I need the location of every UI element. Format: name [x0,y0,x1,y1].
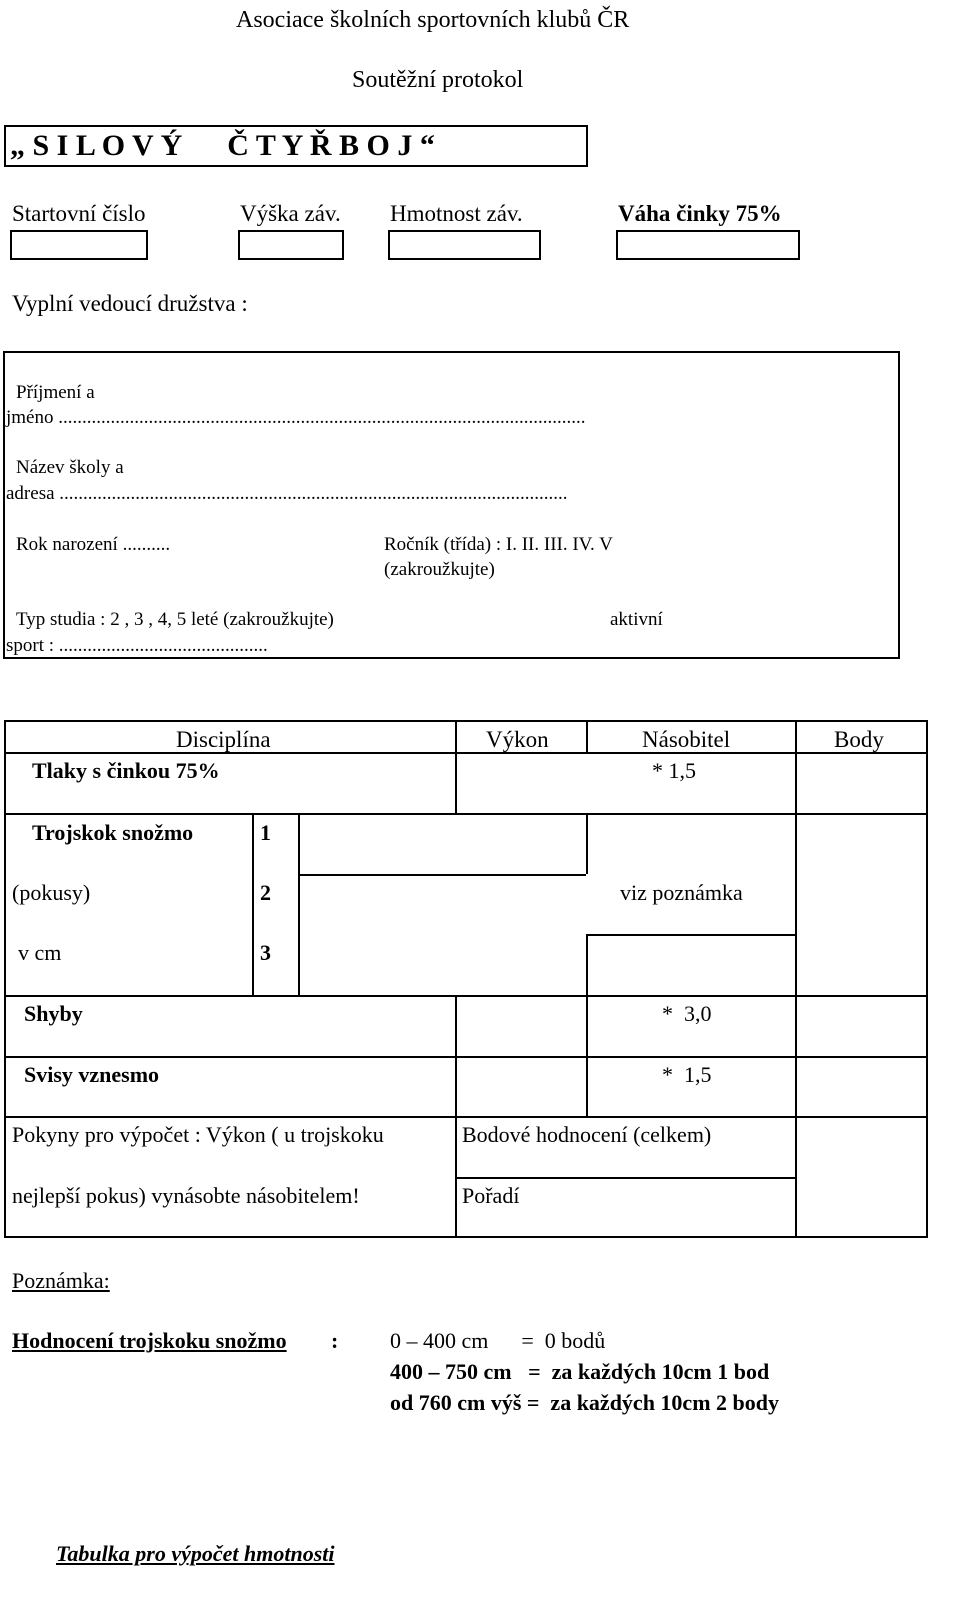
instructions-line1: Pokyny pro výpočet : Výkon ( u trojskoku [12,1122,384,1147]
header-discipline: Disciplína [176,727,271,752]
header-points: Body [834,727,884,752]
start-number-label: Startovní číslo [12,201,146,226]
pullups-label: Shyby [24,1001,83,1026]
hangs-label: Svisy vznesmo [24,1062,160,1087]
grade-note: (zakroužkujte) [384,559,495,580]
name-label: Příjmení a [16,382,95,403]
weight-label: Hmotnost záv. [390,201,523,226]
jump-note: viz poznámka [620,880,743,905]
height-field[interactable] [238,230,344,260]
jump-unit: v cm [18,940,62,965]
jump-label: Trojskok snožmo [32,820,194,845]
instructions-line2: nejlepší pokus) vynásobte násobitelem! [12,1183,360,1208]
header-performance: Výkon [486,727,549,752]
school-label: Název školy a [16,457,124,478]
rank-label: Pořadí [462,1183,520,1208]
protocol-title: Soutěžní protokol [352,67,524,93]
note-heading: Poznámka: [12,1268,110,1293]
rule-2: 400 – 750 cm = za každých 10cm 1 bod [390,1359,770,1384]
press-label: Tlaky s činkou 75% [32,758,220,783]
height-label: Výška záv. [240,201,341,226]
press-multiplier: * 1,5 [652,758,696,783]
attempts-label: (pokusy) [12,880,91,905]
hangs-multiplier: * 1,5 [662,1062,712,1087]
jump-rating-label: Hodnocení trojskoku snožmo [12,1328,287,1353]
pullups-multiplier: * 3,0 [662,1001,712,1026]
name-field[interactable]: jméno ............................................................................................................... [6,407,586,428]
results-table [4,720,928,1238]
total-points-label: Bodové hodnocení (celkem) [462,1122,712,1147]
study-type-options[interactable]: Typ studia : 2 , 3 , 4, 5 leté (zakroužkujte) [16,609,334,630]
weight-field[interactable] [388,230,541,260]
birth-year-field[interactable]: Rok narození .......... [16,534,171,555]
active-sport-label: aktivní [610,609,663,630]
organization-title: Asociace školních sportovních klubů ČR [236,7,630,33]
attempt-1: 1 [260,820,271,845]
school-field[interactable]: adresa ........................................................................................................... [6,483,568,504]
footer-title: Tabulka pro výpočet hmotnosti [56,1541,335,1566]
rule-3: od 760 cm výš = za každých 10cm 2 body [390,1390,779,1415]
barbell-weight-field[interactable] [616,230,800,260]
team-leader-note: Vyplní vedoucí družstva : [12,291,248,316]
barbell-weight-label: Váha činky 75% [618,201,782,226]
start-number-field[interactable] [10,230,148,260]
grade-options[interactable]: Ročník (třída) : I. II. III. IV. V [384,534,613,555]
header-multiplier: Násobitel [642,727,731,752]
rule-1: 0 – 400 cm = 0 bodů [390,1328,606,1353]
jump-rating-colon: : [331,1328,339,1353]
attempt-3: 3 [260,940,271,965]
active-sport-field[interactable]: sport : ............................................ [6,635,268,656]
event-title: „ S I L O V Ý Č T Y Ř B O J “ [10,129,435,162]
attempt-2: 2 [260,880,271,905]
